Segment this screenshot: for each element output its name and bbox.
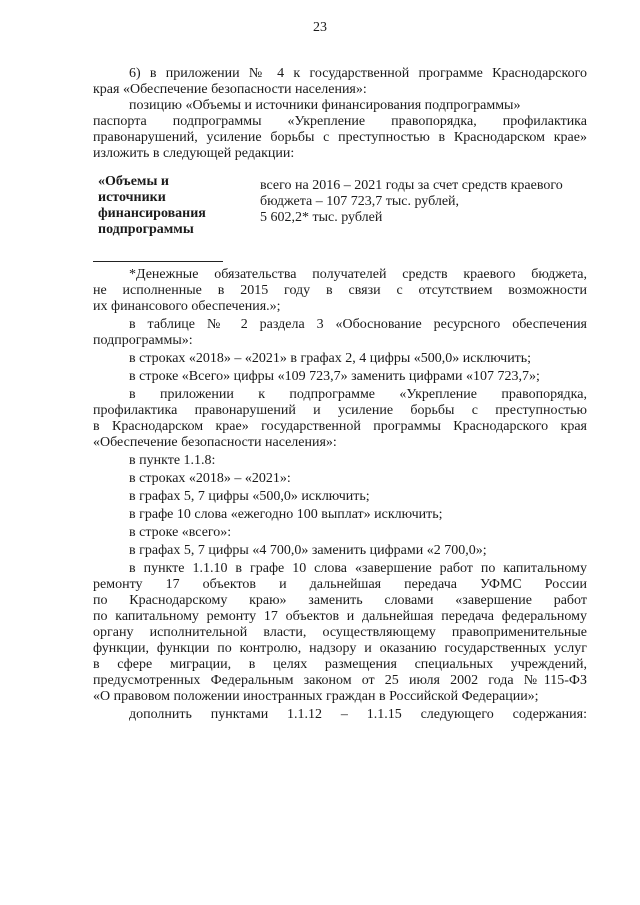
text-line: ремонту 17 объектов и дальнейшая передача УФМС России [93,577,587,592]
table-value-line: всего на 2016 – 2021 годы за счет средств краевого [260,178,563,193]
funding-table-value [260,178,590,226]
text-line: в пункте 1.1.10 в графе 10 слова «завершение работ по капитальному [129,561,587,576]
text-line: их финансового обеспечения.»; [93,299,281,314]
text-line: в строках «2018» – «2021» в графах 2, 4 цифры «500,0» исключить; [129,351,532,366]
text-line: края «Обеспечение безопасности населения»: [93,82,367,97]
table-label-line: «Объемы и [98,174,169,189]
text-line: в приложении к подпрограмме «Укрепление правопорядка, [129,387,587,402]
text-line: в строках «2018» – «2021»: [129,471,291,486]
text-line: в пункте 1.1.8: [129,453,216,468]
text-line: органу исполнительной власти, осуществляющему правоприменительные [93,625,587,640]
table-label-line: финансирования [98,206,206,221]
table-value-line: бюджета – 107 723,7 тыс. рублей, [260,194,460,209]
table-label-line: источники [98,190,166,205]
text-line: в Краснодарском крае» государственной программы Краснодарского края [93,419,587,434]
table-label-line: подпрограммы [98,222,194,237]
footnote-separator [93,261,223,262]
text-line: функции, функции по контролю, надзору и оказанию государственных услуг [93,641,587,656]
text-line: профилактика правонарушений и усиление борьбы с преступностью [93,403,587,418]
text-line: *Денежные обязательства получателей средств краевого бюджета, [129,267,587,282]
text-line: в графах 5, 7 цифры «500,0» исключить; [129,489,370,504]
text-line: правонарушений, усиление борьбы с преступностью в Краснодарском крае» [93,130,587,145]
funding-table-label [98,174,258,238]
text-line: предусмотренных Федеральным законом от 25 июля 2002 года №115-ФЗ [93,673,587,688]
text-line: «О правовом положении иностранных граждан в Российской Федерации»; [93,689,539,704]
text-line: изложить в следующей редакции: [93,146,295,161]
text-line: 6) в приложении № 4 к государственной программе Краснодарского [129,66,587,81]
text-line: в графах 5, 7 цифры «4 700,0» заменить цифрами «2 700,0»; [129,543,487,558]
text-line: по Краснодарскому краю» заменить словами «завершение работ [93,593,587,608]
text-line: в строке «всего»: [129,525,232,540]
text-line: подпрограммы»: [93,333,193,348]
text-line: по капитальному ремонту 17 объектов и дальнейшая передача федеральному [93,609,587,624]
text-line: в сфере миграции, в целях размещения специальных учреждений, [93,657,587,672]
text-line: «Обеспечение безопасности населения»: [93,435,337,450]
page-number: 23 [313,20,327,35]
text-line: паспорта подпрограммы «Укрепление правопорядка, профилактика [93,114,587,129]
text-line: дополнить пунктами 1.1.12 – 1.1.15 следующего содержания: [129,707,587,722]
text-line: позицию «Объемы и источники финансирования подпрограммы» [129,98,521,113]
table-value-line: 5 602,2* тыс. рублей [260,210,383,225]
text-line: в строке «Всего» цифры «109 723,7» заменить цифрами «107 723,7»; [129,369,540,384]
text-line: в таблице № 2 раздела 3 «Обоснование ресурсного обеспечения [129,317,587,332]
text-line: не исполненные в 2015 году в связи с отсутствием возможности [93,283,587,298]
text-line: в графе 10 слова «ежегодно 100 выплат» исключить; [129,507,443,522]
